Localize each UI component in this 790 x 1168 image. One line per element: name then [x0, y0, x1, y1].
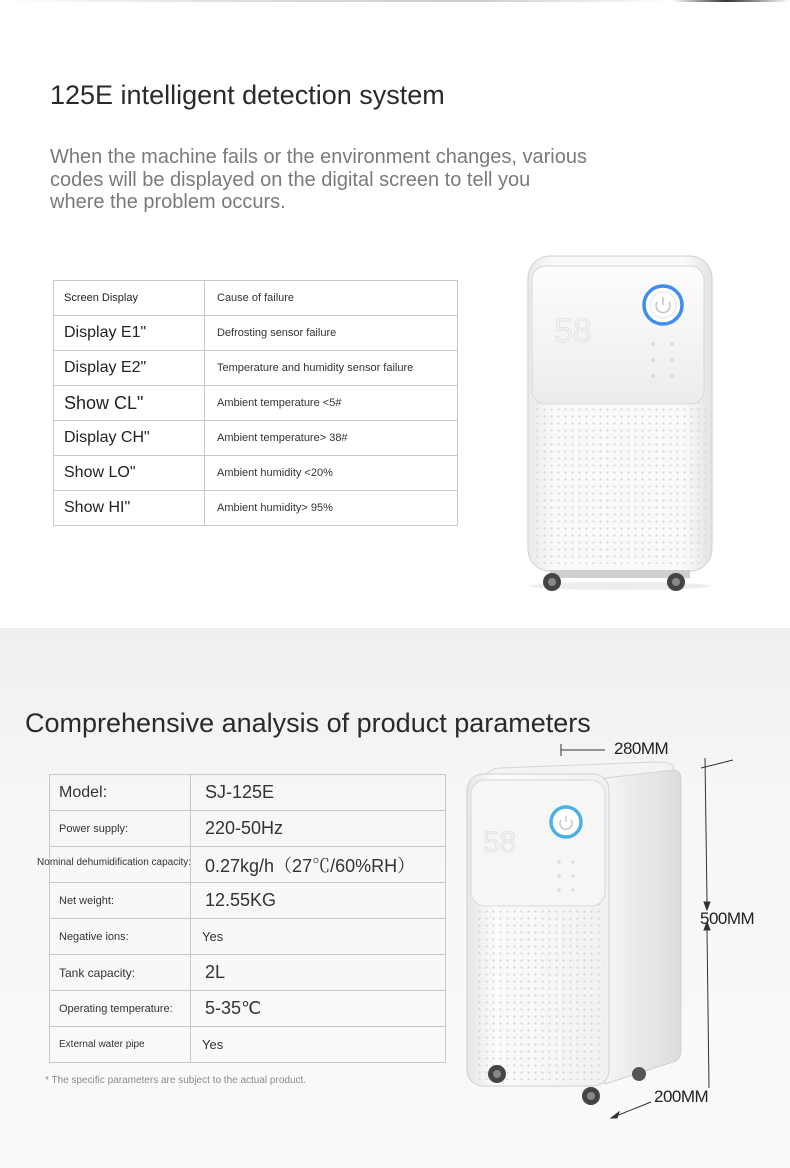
code-cell: Show LO" [54, 456, 205, 491]
param-key: Tank capacity: [59, 965, 136, 980]
table-row [54, 491, 458, 526]
param-value: SJ-125E [191, 775, 446, 811]
param-key: Power supply: [59, 822, 129, 835]
param-value: Yes [191, 1027, 446, 1063]
cause-cell: Temperature and humidity sensor failure [205, 351, 458, 386]
header-cause: Cause of failure [205, 281, 458, 316]
cause-cell: Ambient humidity <20% [205, 456, 458, 491]
param-key: Net weight: [59, 894, 115, 907]
dimension-depth: 200MM [654, 1087, 709, 1106]
param-value: 5-35℃ [191, 991, 446, 1027]
header-screen-display: Screen Display [54, 281, 205, 316]
code-cell: Display E1" [54, 316, 205, 351]
table-row [50, 811, 446, 847]
parameters-note: * The specific parameters are subject to the actual product. [45, 1075, 307, 1086]
top-divider [0, 0, 790, 2]
param-value: 0.27kg/h（27℃/60%RH） [191, 847, 446, 883]
cause-cell: Ambient temperature <5# [205, 386, 458, 421]
param-key: Negative ions: [59, 930, 129, 943]
table-row [50, 991, 446, 1027]
param-key: External water pipe [59, 1039, 145, 1050]
cause-cell: Ambient humidity> 95% [205, 491, 458, 526]
dehumidifier-dimension-image [455, 740, 775, 1130]
parameters-title: Comprehensive analysis of product parameters [25, 708, 591, 738]
param-key: Nominal dehumidification capacity: [37, 857, 191, 868]
param-value: Yes [191, 919, 446, 955]
table-row [54, 351, 458, 386]
param-value: 220-50Hz [191, 811, 446, 847]
param-value: 2L [191, 955, 446, 991]
table-row [50, 883, 446, 919]
table-row [50, 1027, 446, 1063]
detection-title: 125E intelligent detection system [50, 80, 445, 110]
dimension-height: 500MM [700, 909, 755, 928]
param-key: Operating temperature: [59, 1002, 173, 1015]
parameters-table [37, 774, 446, 1063]
error-code-table [53, 280, 458, 526]
detection-description: When the machine fails or the environment changes, various codes will be displayed on the digital screen to tell you where the problem occurs. [50, 146, 587, 213]
table-row [54, 456, 458, 491]
screen-digits: 58 [554, 312, 592, 350]
cause-cell: Defrosting sensor failure [205, 316, 458, 351]
table-row [50, 919, 446, 955]
code-cell: Display CH" [54, 421, 205, 456]
table-row [50, 847, 446, 883]
table-row [54, 421, 458, 456]
table-row [50, 775, 446, 811]
screen-digits: 58 [483, 826, 517, 859]
code-cell: Show HI" [54, 491, 205, 526]
cause-cell: Ambient temperature> 38# [205, 421, 458, 456]
table-row [54, 316, 458, 351]
dimension-width: 280MM [614, 739, 669, 758]
table-row [54, 386, 458, 421]
table-header-row [54, 281, 458, 316]
table-row [50, 955, 446, 991]
code-cell: Show CL" [54, 386, 205, 421]
code-cell: Display E2" [54, 351, 205, 386]
param-value: 12.55KG [191, 883, 446, 919]
param-key: Model: [59, 783, 108, 801]
dehumidifier-front-image [520, 252, 720, 597]
